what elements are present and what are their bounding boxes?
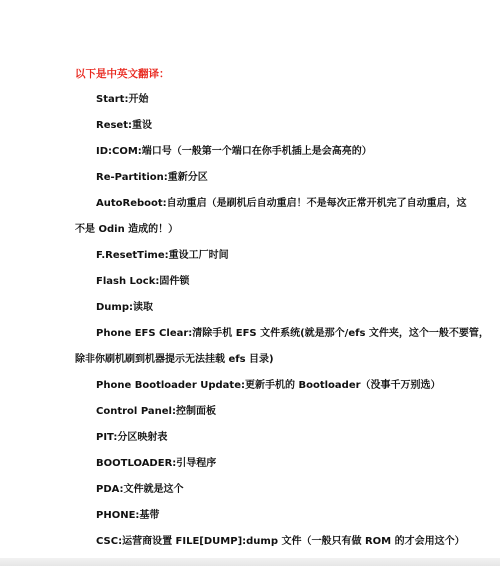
line-autoreboot-continued: 不是 Odin 造成的！） (75, 224, 179, 235)
line-phone-bootloader-update: Phone Bootloader Update:更新手机的 Bootloader（没事千万别选） (96, 380, 441, 391)
line-f-resettime: F.ResetTime:重设工厂时间 (96, 250, 229, 261)
line-flash-lock: Flash Lock:固件锁 (96, 276, 190, 287)
line-pit: PIT:分区映射表 (96, 432, 168, 443)
line-phone-efs-clear: Phone EFS Clear:清除手机 EFS 文件系统(就是那个/efs 文件夹，这个一般不要管， (96, 328, 489, 339)
line-phone: PHONE:基带 (96, 510, 160, 521)
line-id-com: ID:COM:端口号（一般第一个端口在你手机插上是会高亮的） (96, 146, 372, 157)
line-phone-efs-clear-continued: 除非你刷机刷到机器提示无法挂载 efs 目录) (75, 354, 274, 365)
line-autoreboot: AutoReboot:自动重启（是刷机后自动重启！不是每次正常开机完了自动重启，这 (96, 198, 467, 209)
translation-heading: 以下是中英文翻译： (75, 68, 170, 80)
page-bottom-edge (0, 558, 500, 566)
line-bootloader: BOOTLOADER:引导程序 (96, 458, 217, 469)
line-re-partition: Re-Partition:重新分区 (96, 172, 208, 183)
line-control-panel: Control Panel:控制面板 (96, 406, 216, 417)
line-pda: PDA:文件就是这个 (96, 484, 184, 495)
line-reset: Reset:重设 (96, 120, 152, 131)
line-csc: CSC:运营商设置 FILE[DUMP]:dump 文件（一般只有做 ROM 的才会用这个） (96, 536, 465, 547)
line-start: Start:开始 (96, 94, 149, 105)
line-dump: Dump:读取 (96, 302, 153, 313)
